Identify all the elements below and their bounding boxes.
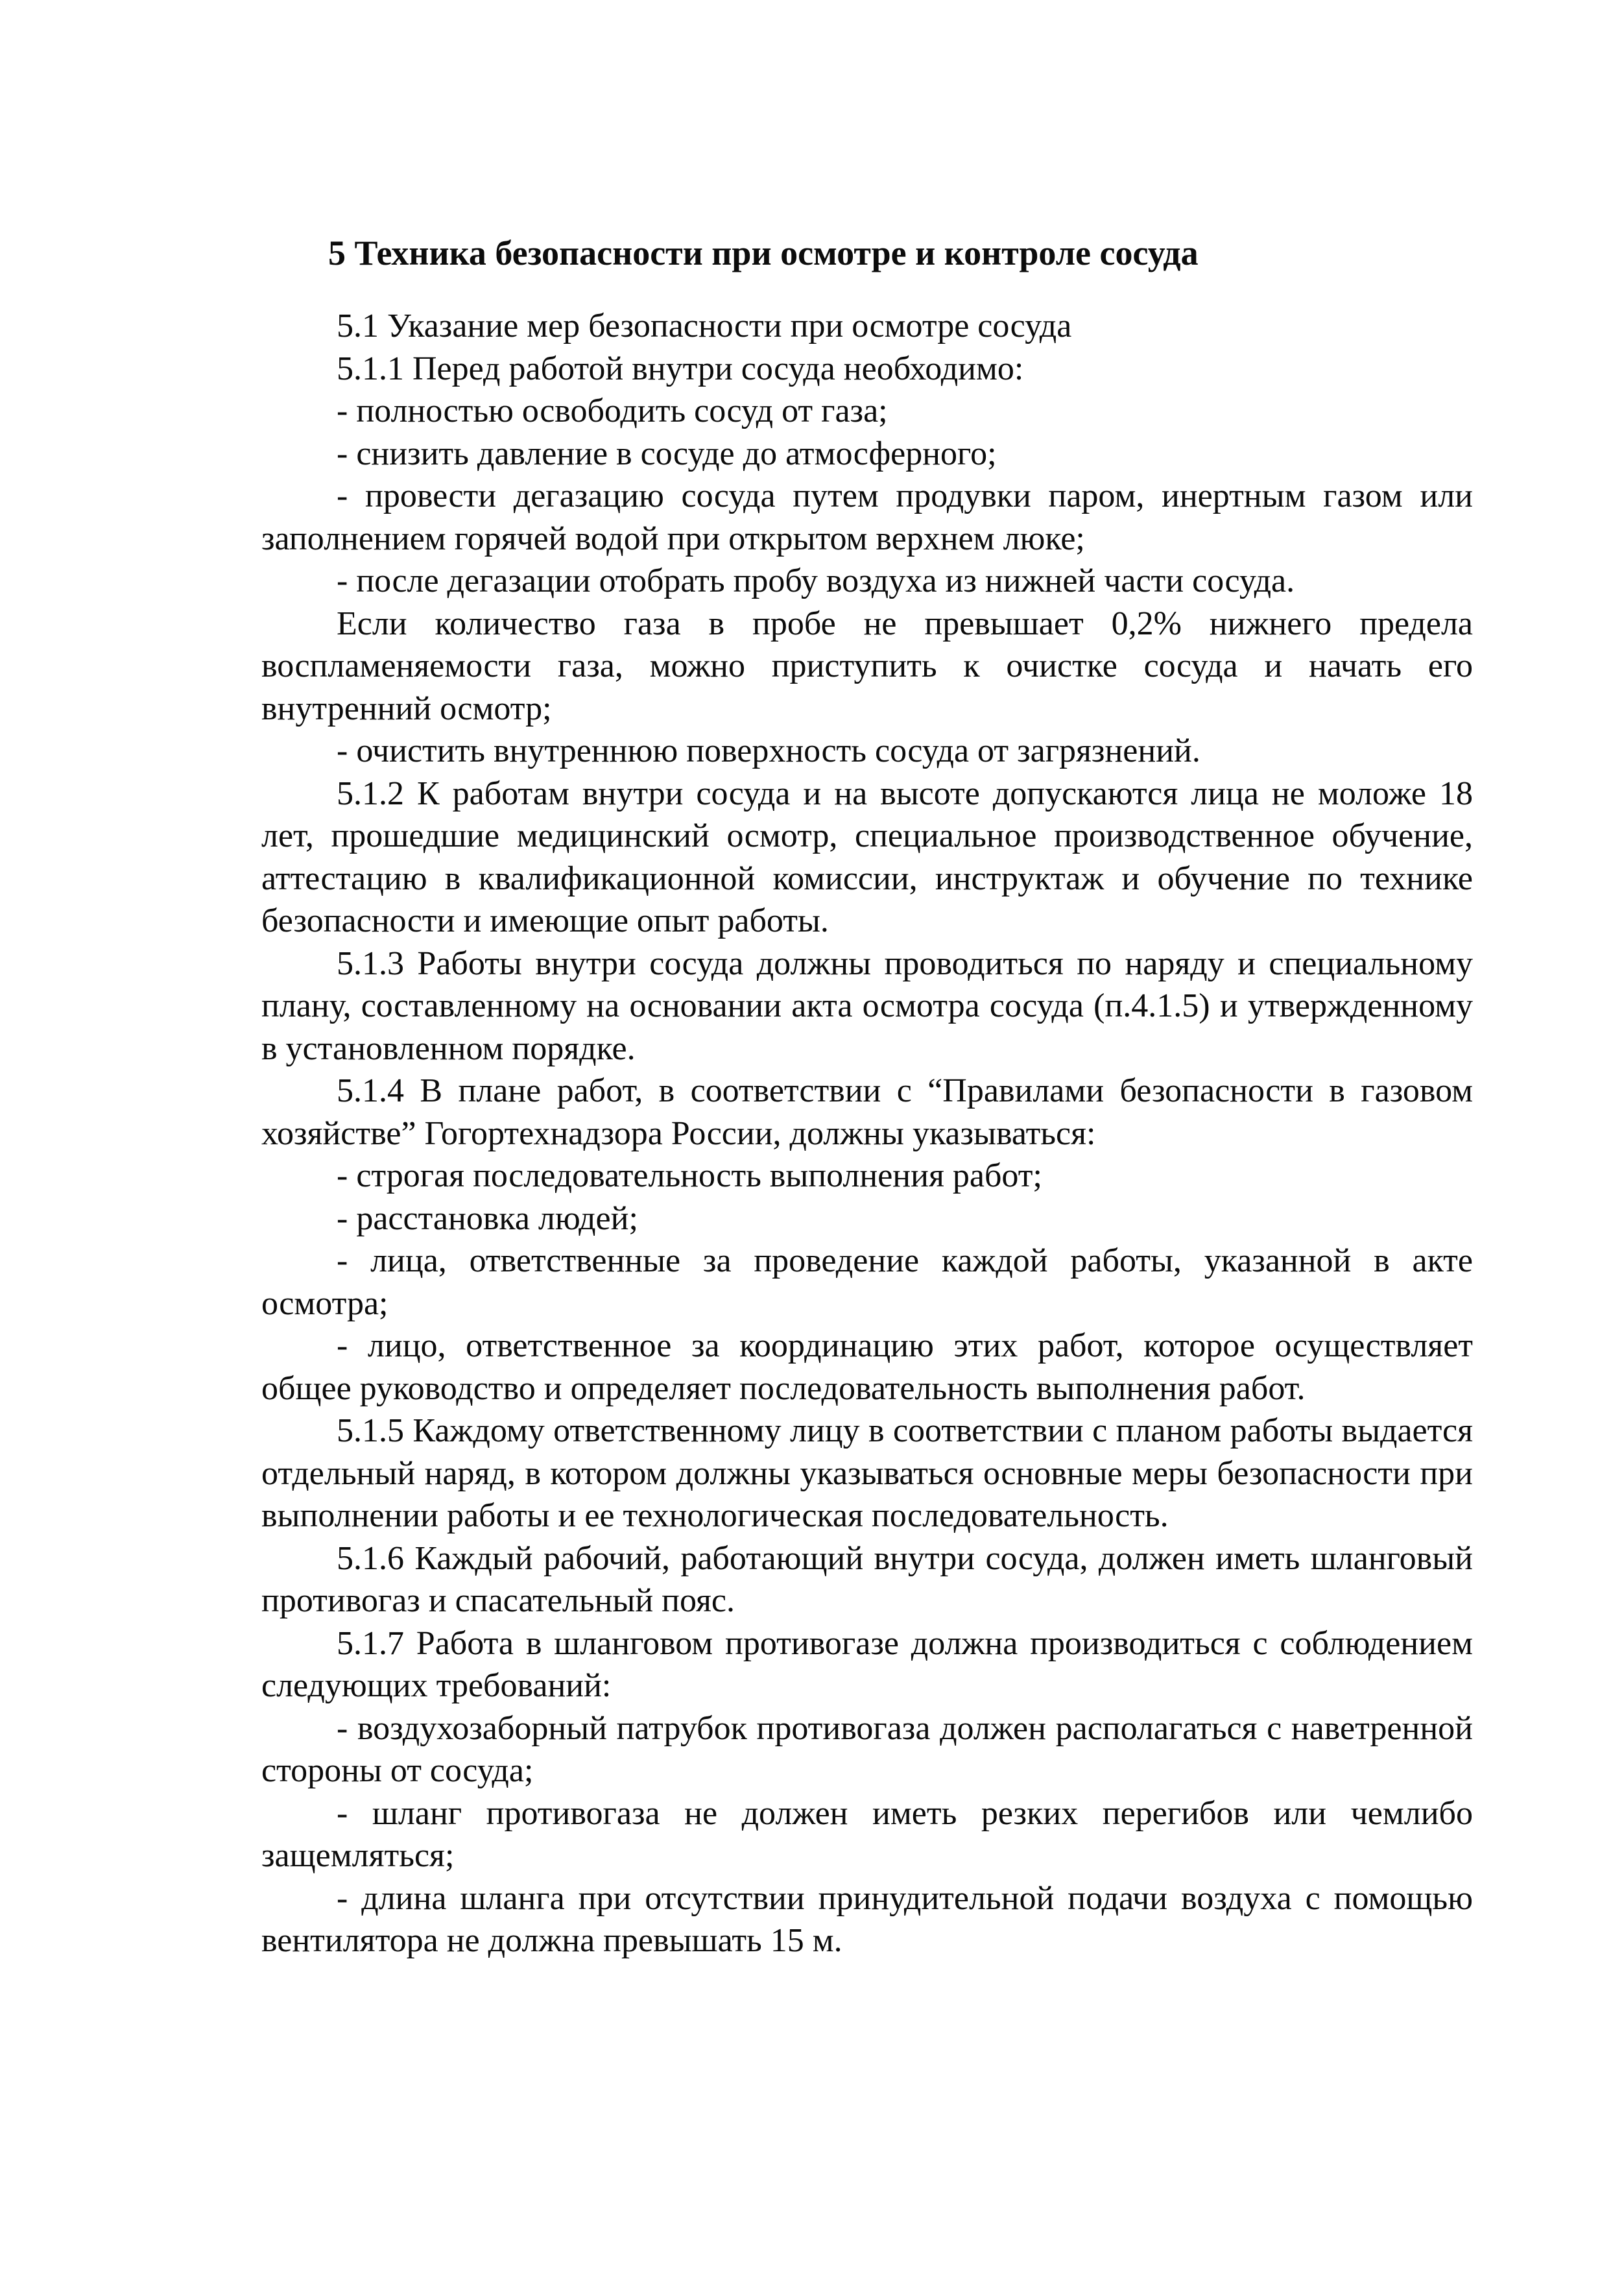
paragraph-5-1-3: 5.1.3 Работы внутри сосуда должны проводиться по наряду и специальному плану, составленному на основании акта осмотра сосуда (п.4.1.5) и утвержденному в установленном порядке. — [261, 944, 1473, 1067]
list-item: - после дегазации отобрать пробу воздуха из нижней части сосуда. — [337, 562, 1295, 599]
list-item: - лицо, ответственное за координацию этих работ, которое осуществляет общее руководство и определяет последовательность выполнения работ. — [261, 1327, 1473, 1407]
list-item: - расстановка людей; — [337, 1199, 638, 1237]
paragraph-5-1-6: 5.1.6 Каждый рабочий, работающий внутри сосуда, должен иметь шланговый противогаз и спасательный пояс. — [261, 1539, 1473, 1619]
list-item: - снизить давление в сосуде до атмосферного; — [337, 435, 997, 472]
list-item: - длина шланга при отсутствии принудительной подачи воздуха с помощью вентилятора не должна превышать 15 м. — [261, 1879, 1473, 1959]
list-item: - очистить внутреннюю поверхность сосуда от загрязнений. — [337, 732, 1200, 769]
list-item: - лица, ответственные за проведение каждой работы, указанной в акте осмотра; — [261, 1242, 1473, 1322]
paragraph: Если количество газа в пробе не превышает 0,2% нижнего предела воспламеняемости газа, можно приступить к очистке сосуда и начать его внутренний осмотр; — [261, 605, 1473, 727]
document-body — [261, 230, 1473, 1962]
list-item: - провести дегазацию сосуда путем продувки паром, инертным газом или заполнением горячей водой при открытом верхнем люке; — [261, 477, 1473, 557]
list-item: - шланг противогаза не должен иметь резких перегибов или чемлибо защемляться; — [261, 1794, 1473, 1874]
paragraph-5-1-2: 5.1.2 К работам внутри сосуда и на высоте допускаются лица не моложе 18 лет, прошедшие медицинский осмотр, специальное производственное обучение, аттестацию в квалификационной комиссии, инструктаж и обучение по технике безопасности и имеющие опыт работы. — [261, 775, 1473, 939]
paragraph-5-1-4: 5.1.4 В плане работ, в соответствии с “Правилами безопасности в газовом хозяйстве” Гогортехнадзора России, должны указываться: — [261, 1072, 1473, 1152]
paragraph-5-1: 5.1 Указание мер безопасности при осмотре сосуда — [337, 307, 1072, 344]
section-heading: 5 Техника безопасности при осмотре и контроле сосуда — [328, 234, 1199, 272]
paragraph-5-1-5: 5.1.5 Каждому ответственному лицу в соответствии с планом работы выдается отдельный наряд, в котором должны указываться основные меры безопасности при выполнении работы и ее технологическая последовательность. — [261, 1412, 1473, 1534]
list-item: - строгая последовательность выполнения работ; — [337, 1157, 1042, 1194]
paragraph-5-1-7: 5.1.7 Работа в шланговом противогазе должна производиться с соблюдением следующих требований: — [261, 1624, 1473, 1704]
paragraph-5-1-1: 5.1.1 Перед работой внутри сосуда необходимо: — [337, 350, 1024, 387]
list-item: - воздухозаборный патрубок противогаза должен располагаться с наветренной стороны от сосуда; — [261, 1709, 1473, 1789]
list-item: - полностью освободить сосуд от газа; — [337, 392, 888, 429]
